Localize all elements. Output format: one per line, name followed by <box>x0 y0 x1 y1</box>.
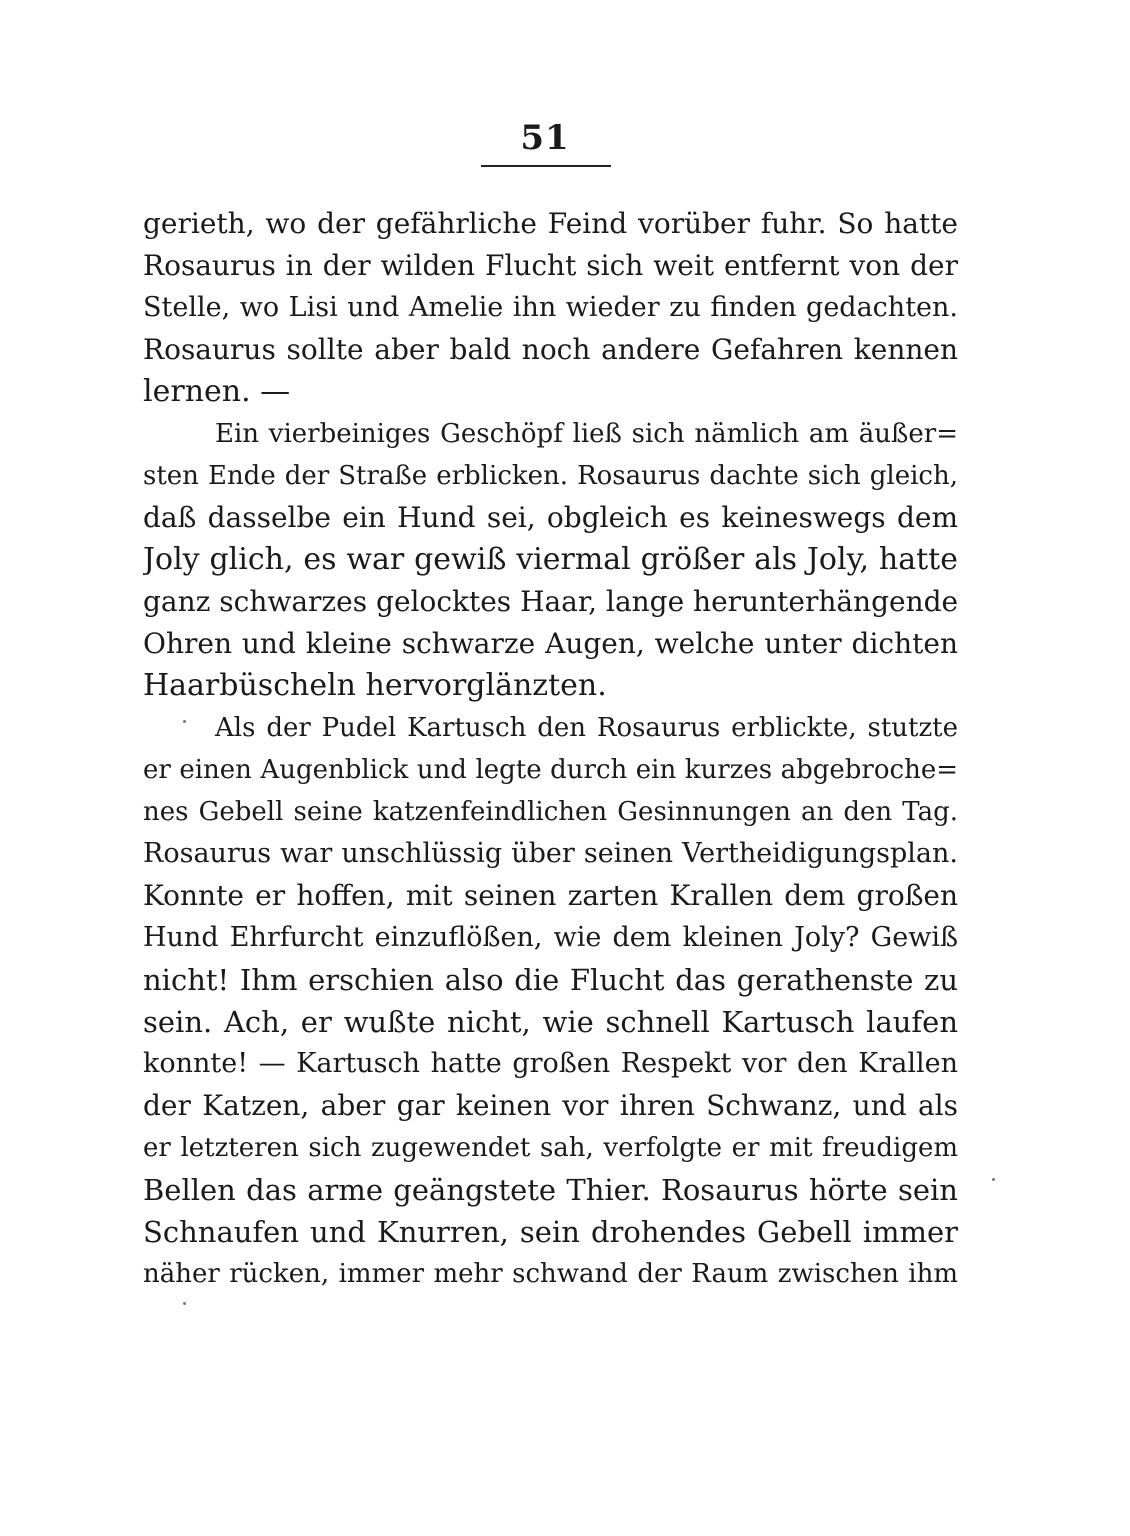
text-line: Rosaurus war unschlüssig über seinen Vertheidigungsplan. <box>143 838 958 869</box>
text-line: Ein vierbeiniges Geschöpf ließ sich nämlich am äußer= <box>215 419 958 449</box>
text-line: nicht! Ihm erschien also die Flucht das gerathenste zu <box>143 963 958 997</box>
text-line: sten Ende der Straße erblicken. Rosaurus dachte sich gleich, <box>143 461 958 491</box>
text-line: Als der Pudel Kartusch den Rosaurus erblickte, stutzte <box>215 713 958 743</box>
text-line: Schnaufen und Knurren, sein drohendes Gebell immer <box>143 1215 958 1249</box>
text-line: Rosaurus sollte aber bald noch andere Gefahren kennen <box>143 333 958 366</box>
text-line: Joly glich, es war gewiß viermal größer als Joly, hatte <box>143 542 958 577</box>
text-line: lernen. — <box>143 374 291 409</box>
text-line: daß dasselbe ein Hund sei, obgleich es keineswegs dem <box>143 501 958 534</box>
text-line: Bellen das arme geängstete Thier. Rosaurus hörte sein <box>143 1173 958 1207</box>
page-number: 51 <box>520 118 570 158</box>
print-speck <box>183 720 186 723</box>
text-line: Ohren und kleine schwarze Augen, welche unter dichten <box>143 627 958 660</box>
print-speck <box>183 1302 186 1305</box>
body-text <box>143 203 958 1295</box>
text-line: Haarbüscheln hervorglänzten. <box>143 668 607 703</box>
text-line: nes Gebell seine katzenfeindlichen Gesinnungen an den Tag. <box>143 797 958 827</box>
text-line: konnte! — Kartusch hatte großen Respekt vor den Krallen <box>143 1048 958 1079</box>
text-line: der Katzen, aber gar keinen vor ihren Schwanz, und als <box>143 1089 958 1122</box>
text-line: er letzteren sich zugewendet sah, verfolgte er mit freudigem <box>143 1133 958 1163</box>
text-line: Hund Ehrfurcht einzuflößen, wie dem kleinen Joly? Gewiß <box>143 922 958 953</box>
print-speck <box>992 1178 995 1181</box>
text-line: Rosaurus in der wilden Flucht sich weit entfernt von der <box>143 249 958 282</box>
text-line: ganz schwarzes gelocktes Haar, lange herunterhängende <box>143 585 958 618</box>
text-line: näher rücken, immer mehr schwand der Raum zwischen ihm <box>143 1259 958 1289</box>
text-line: Konnte er hoffen, mit seinen zarten Krallen dem großen <box>143 879 958 912</box>
text-line: Stelle, wo Lisi und Amelie ihn wieder zu finden gedachten. <box>143 292 958 323</box>
header-rule <box>481 165 611 167</box>
text-line: er einen Augenblick und legte durch ein kurzes abgebroche= <box>143 755 958 785</box>
text-line: sein. Ach, er wußte nicht, wie schnell Kartusch laufen <box>143 1005 958 1039</box>
text-line: gerieth, wo der gefährliche Feind vorüber fuhr. So hatte <box>143 207 958 240</box>
